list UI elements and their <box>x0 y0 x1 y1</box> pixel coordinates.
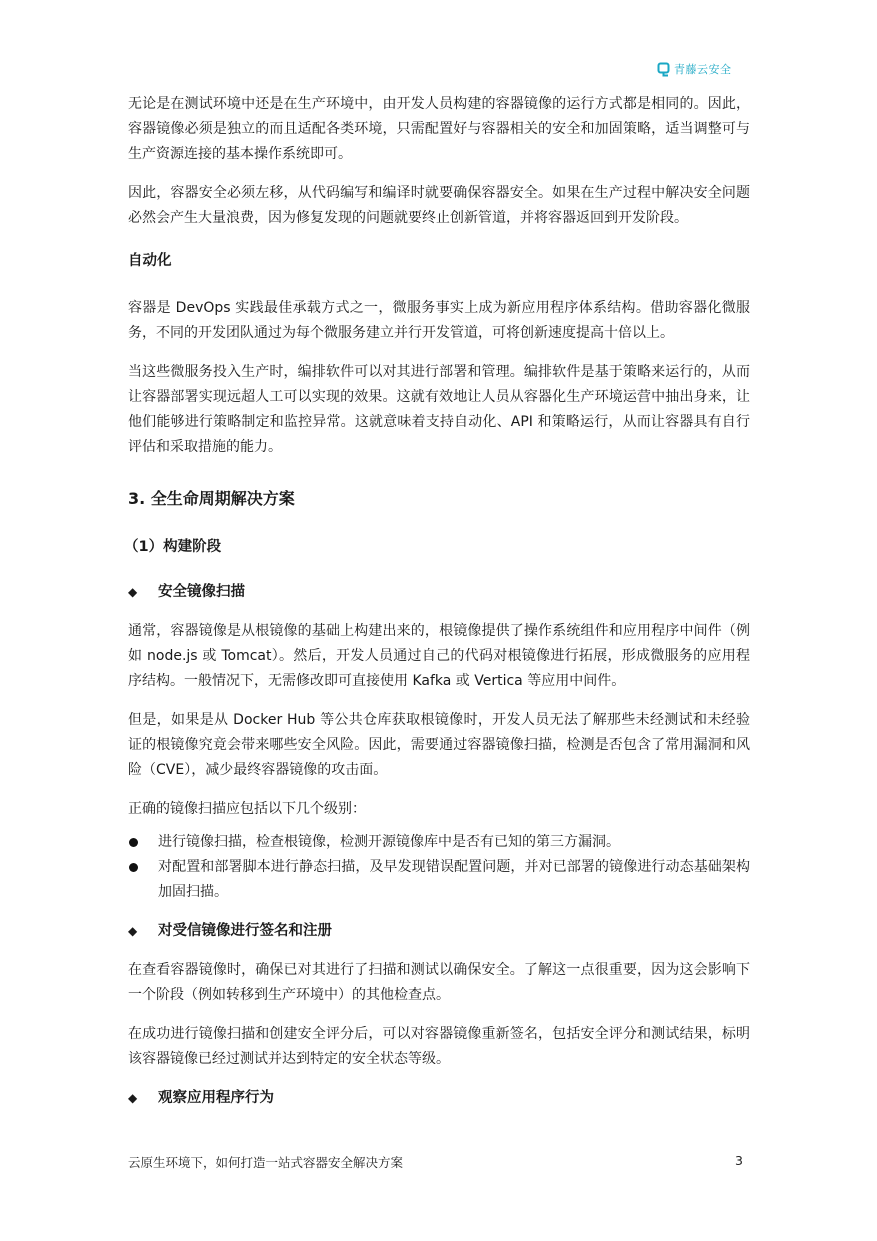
diamond-bullet-icon: ◆ <box>128 924 138 938</box>
list-item <box>128 855 750 905</box>
page-number: 3 <box>735 1153 743 1168</box>
image-scan-heading <box>128 580 750 605</box>
paragraph: 当这些微服务投入生产时，编排软件可以对其进行部署和管理。编排软件是基于策略来运行的，从而让容器部署实现远超人工可以实现的效果。这就有效地让人员从容器化生产环境运营中抽出身来，让他们能够进行策略制定和监控异常。这就意味着支持自动化、API 和策略运行，从而让容器具有自行评估和采取措施的能力。 <box>128 364 750 455</box>
paragraph: 在查看容器镜像时，确保已对其进行了扫描和测试以确保安全。了解这一点很重要，因为这会影响下一个阶段（例如转移到生产环境中）的其他检查点。 <box>128 962 750 1003</box>
bullet-list <box>128 830 750 905</box>
paragraph: 在成功进行镜像扫描和创建安全评分后，可以对容器镜像重新签名，包括安全评分和测试结果，标明该容器镜像已经过测试并达到特定的安全状态等级。 <box>128 1026 750 1067</box>
page-footer <box>128 1153 743 1171</box>
signing-heading <box>128 919 750 944</box>
paragraph: 无论是在测试环境中还是在生产环境中，由开发人员构建的容器镜像的运行方式都是相同的。因此，容器镜像必须是独立的而且适配各类环境，只需配置好与容器相关的安全和加固策略，适当调整可与生产资源连接的基本操作系统即可。 <box>128 96 750 162</box>
diamond-bullet-icon: ◆ <box>128 585 138 599</box>
paragraph: 正确的镜像扫描应包括以下几个级别： <box>128 801 366 817</box>
paragraph: 但是，如果是从 Docker Hub 等公共仓库获取根镜像时，开发人员无法了解那些未经测试和未经验证的根镜像究竟会带来哪些安全风险。因此，需要通过容器镜像扫描，检测是否包含了常用漏洞和风险（CVE），减少最终容器镜像的攻击面。 <box>128 712 750 778</box>
subsection-heading: （1）构建阶段 <box>124 539 222 555</box>
logo-text: 青藤云安全 <box>674 63 732 76</box>
document-body <box>124 92 750 1111</box>
list-item-text: 进行镜像扫描，检查根镜像，检测开源镜像库中是否有已知的第三方漏洞。 <box>158 834 620 850</box>
qingteng-logo-icon <box>657 62 670 77</box>
header-logo <box>657 61 732 77</box>
footer-title: 云原生环境下，如何打造一站式容器安全解决方案 <box>128 1155 404 1170</box>
bullet-dot-icon <box>128 855 158 905</box>
heading-automation: 自动化 <box>128 253 172 269</box>
bullet-dot-icon <box>128 830 158 855</box>
paragraph: 容器是 DevOps 实践最佳承载方式之一，微服务事实上成为新应用程序体系结构。借助容器化微服务，不同的开发团队通过为每个微服务建立并行开发管道，可将创新速度提高十倍以上。 <box>128 300 750 341</box>
heading-text: 对受信镜像进行签名和注册 <box>158 923 332 939</box>
paragraph: 因此，容器安全必须左移，从代码编写和编译时就要确保容器安全。如果在生产过程中解决安全问题必然会产生大量浪费，因为修复发现的问题就要终止创新管道，并将容器返回到开发阶段。 <box>128 185 750 226</box>
section-heading: 3. 全生命周期解决方案 <box>128 489 295 508</box>
heading-text: 观察应用程序行为 <box>158 1090 274 1106</box>
observe-heading <box>128 1086 750 1111</box>
heading-text: 安全镜像扫描 <box>158 584 245 600</box>
diamond-bullet-icon: ◆ <box>128 1091 138 1105</box>
list-item-text: 对配置和部署脚本进行静态扫描，及早发现错误配置问题，并对已部署的镜像进行动态基础架构加固扫描。 <box>158 859 750 900</box>
list-item <box>128 830 750 855</box>
paragraph: 通常，容器镜像是从根镜像的基础上构建出来的，根镜像提供了操作系统组件和应用程序中间件（例如 node.js 或 Tomcat）。然后，开发人员通过自己的代码对根镜像进行拓展，形成微服务的应用程序结构。一般情况下，无需修改即可直接使用 Kafka 或 Vertica 等应用中间件。 <box>128 623 750 689</box>
